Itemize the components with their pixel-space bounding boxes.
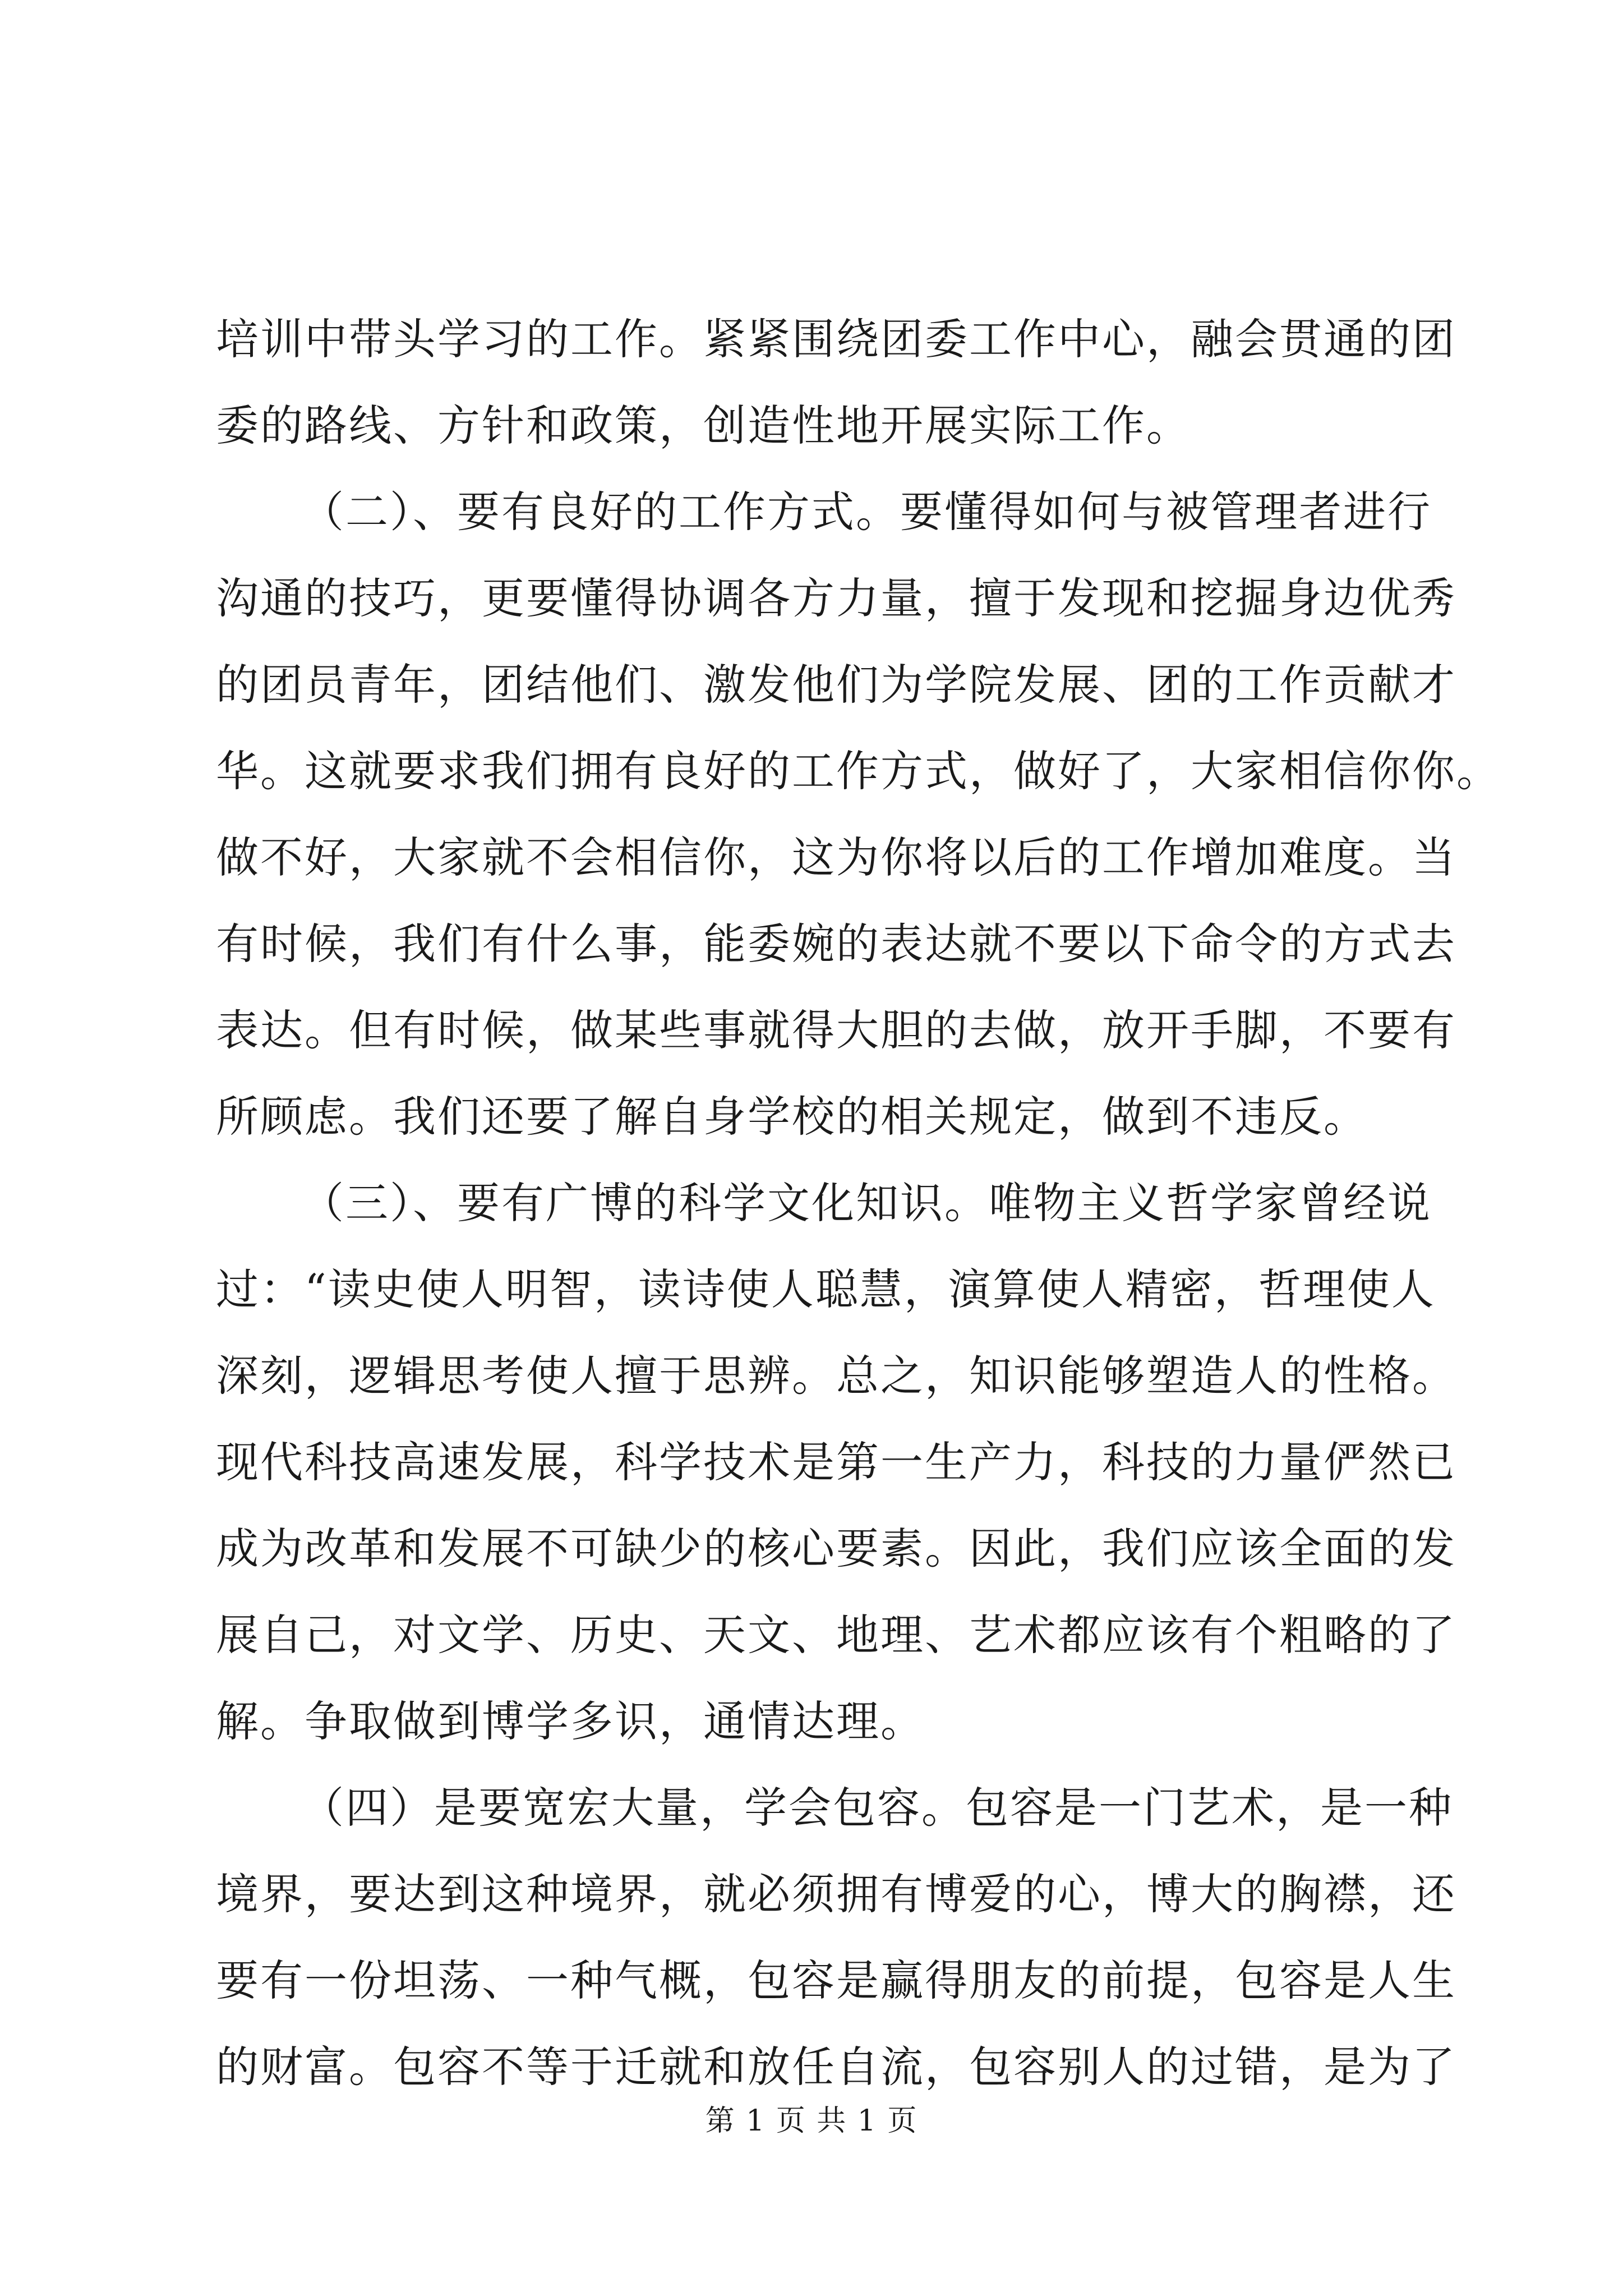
page-footer: 第 1 页 共 1 页: [705, 2104, 918, 2138]
text-line: 做不好，大家就不会相信你，这为你将以后的工作增加难度。当: [216, 832, 1456, 882]
text-line: 展自己，对文学、历史、天文、地理、艺术都应该有个粗略的了: [216, 1610, 1456, 1660]
text-line: 成为改革和发展不可缺少的核心要素。因此，我们应该全面的发: [216, 1524, 1456, 1573]
text-line: 华。这就要求我们拥有良好的工作方式，做好了，大家相信你你。: [216, 746, 1501, 796]
text-line: 有时候，我们有什么事，能委婉的表达就不要以下命令的方式去: [216, 919, 1456, 969]
text-line: 过：“读史使人明智，读诗使人聪慧，演算使人精密，哲理使人: [216, 1264, 1436, 1314]
paragraph-start-line: （三）、要有广博的科学文化知识。唯物主义哲学家曾经说: [301, 1178, 1432, 1228]
paragraph-start-line: （四）是要宽宏大量，学会包容。包容是一门艺术，是一种: [301, 1783, 1453, 1833]
text-line: 所顾虑。我们还要了解自身学校的相关规定，做到不违反。: [216, 1092, 1368, 1142]
document-body: [216, 296, 1501, 2110]
text-line: 的财富。包容不等于迁就和放任自流，包容别人的过错，是为了: [216, 2042, 1456, 2092]
text-line: 的团员青年，团结他们、激发他们为学院发展、团的工作贡献才: [216, 660, 1456, 710]
text-line: 表达。但有时候，做某些事就得大胆的去做，放开手脚，不要有: [216, 1005, 1456, 1055]
text-line: 要有一份坦荡、一种气概，包容是赢得朋友的前提，包容是人生: [216, 1955, 1456, 2005]
text-line: 境界，要达到这种境界，就必须拥有博爱的心，博大的胸襟，还: [216, 1869, 1456, 1919]
paragraph-start-line: （二）、要有良好的工作方式。要懂得如何与被管理者进行: [301, 487, 1432, 537]
text-line: 培训中带头学习的工作。紧紧围绕团委工作中心，融会贯通的团: [216, 314, 1456, 364]
text-line: 解。争取做到博学多识，通情达理。: [216, 1696, 925, 1746]
text-line: 深刻，逻辑思考使人擅于思辨。总之，知识能够塑造人的性格。: [216, 1351, 1456, 1401]
text-line: 现代科技高速发展，科学技术是第一生产力，科技的力量俨然已: [216, 1437, 1456, 1487]
text-line: 沟通的技巧，更要懂得协调各方力量，擅于发现和挖掘身边优秀: [216, 573, 1456, 623]
text-line: 委的路线、方针和政策，创造性地开展实际工作。: [216, 401, 1191, 450]
